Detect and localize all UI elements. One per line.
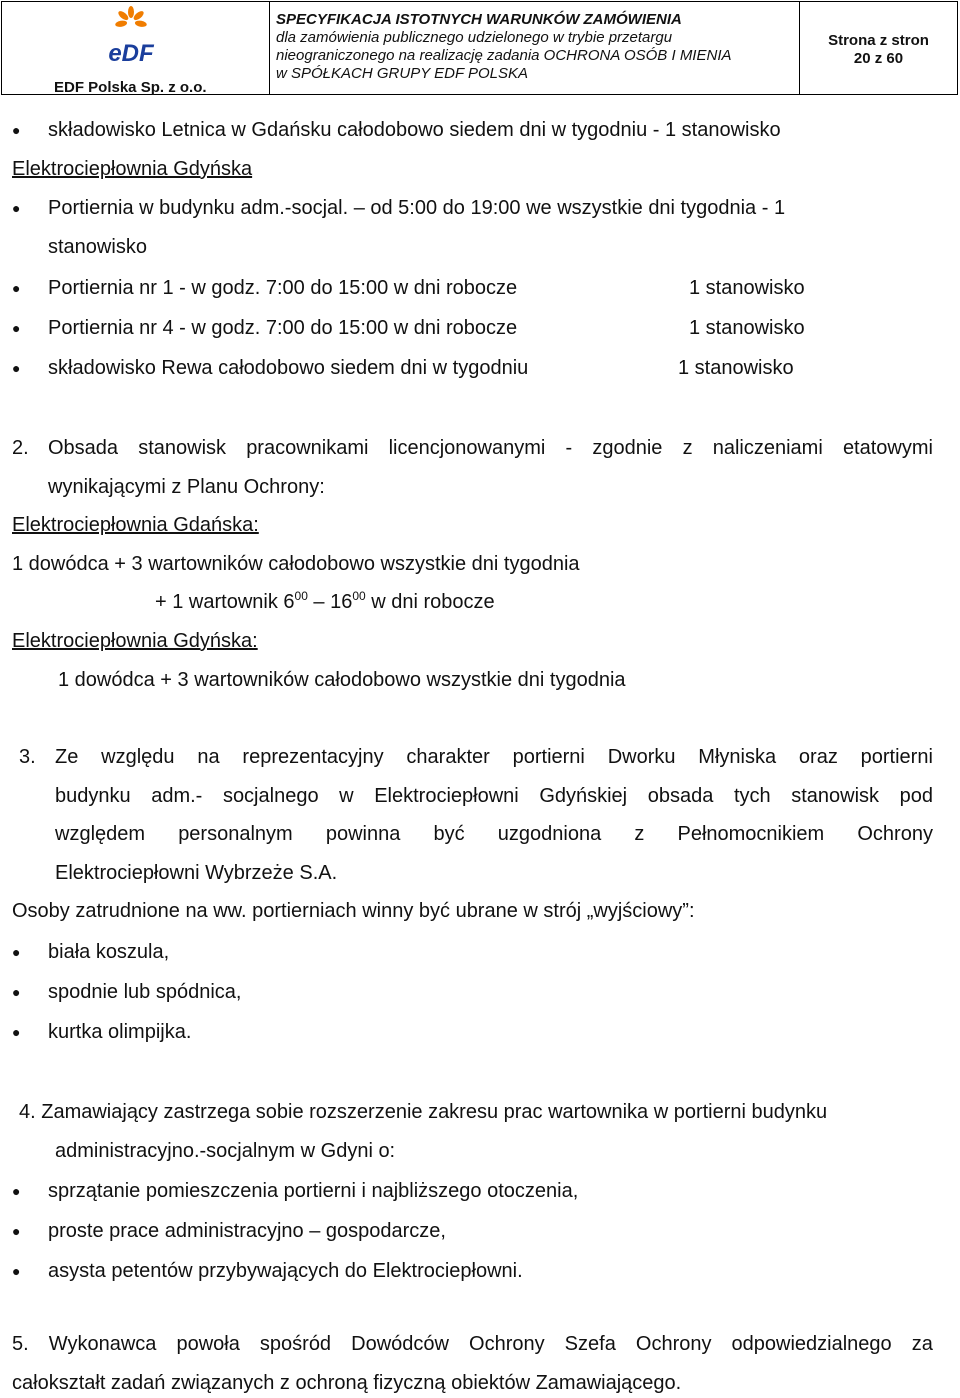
list-item: Portiernia nr 4 - w godz. 7:00 do 15:00 w dni robocze <box>48 317 518 339</box>
bullet-icon: ● <box>12 320 21 336</box>
list-item: Portiernia w budynku adm.-socjal. – od 5:00 do 19:00 we wszystkie dni tygodnia - 1 <box>48 197 786 219</box>
spec-subtitle-line: w SPÓŁKACH GRUPY EDF POLSKA <box>276 65 529 82</box>
staffing-line: 1 dowódca + 3 wartowników całodobowo wszystkie dni tygodnia <box>12 553 580 575</box>
staffing-line: + 1 wartownik $6^{00} - 16^{00}$ w dni robocze <box>155 589 495 613</box>
svg-text:eDF: eDF <box>108 40 154 64</box>
list-item: kurtka olimpijka. <box>48 1021 192 1043</box>
list-item: składowisko Rewa całodobowo siedem dni w tygodniu <box>48 357 529 379</box>
list-item: proste prace administracyjno – gospodarcze, <box>48 1220 446 1242</box>
paragraph-line: Osoby zatrudnione na ww. portierniach winny być ubrane w strój „wyjściowy”: <box>12 900 695 922</box>
spec-subtitle-line: dla zamówienia publicznego udzielonego w trybie przetargu <box>276 29 673 46</box>
list-item-count: 1 stanowisko <box>678 357 794 379</box>
paragraph-line: administracyjno.-socjalnym w Gdyni o: <box>55 1140 396 1162</box>
paragraph-line: całokształt zadań związanych z ochroną fizyczną obiektów Zamawiającego. <box>12 1372 682 1394</box>
bullet-icon: ● <box>12 1183 21 1199</box>
company-name: EDF Polska Sp. z o.o. <box>54 79 207 96</box>
list-item-count: 1 stanowisko <box>689 317 805 339</box>
document-header <box>1 1 958 95</box>
paragraph-number: 2. <box>12 437 29 459</box>
spec-subtitle-line: nieograniczonego na realizację zadania OCHRONA OSÓB I MIENIA <box>276 47 732 64</box>
page-number: 20 z 60 <box>853 50 904 67</box>
bullet-icon: ● <box>12 1263 21 1279</box>
logo-cell <box>2 2 270 94</box>
paragraph-line: 5. Wykonawca powoła spośród Dowódców Ochrony Szefa Ochrony odpowiedzialnego za <box>12 1333 933 1355</box>
spec-title-cell <box>270 2 800 94</box>
staffing-line: 1 dowódca + 3 wartowników całodobowo wszystkie dni tygodnia <box>58 669 626 691</box>
bullet-icon: ● <box>12 984 21 1000</box>
bullet-icon: ● <box>12 1223 21 1239</box>
section-heading: Elektrociepłownia Gdyńska: <box>12 630 258 652</box>
list-item: Portiernia nr 1 - w godz. 7:00 do 15:00 w dni robocze <box>48 277 518 299</box>
list-item: asysta petentów przybywających do Elektrociepłowni. <box>48 1260 523 1282</box>
page-label: Strona z stron <box>828 32 929 49</box>
bullet-icon: ● <box>12 944 21 960</box>
paragraph-line: względem personalnym powinna być uzgodniona z Pełnomocnikiem Ochrony <box>55 823 933 845</box>
paragraph-line: Obsada stanowisk pracownikami licencjonowanymi - zgodnie z naliczeniami etatowymi <box>48 437 933 459</box>
bullet-icon: ● <box>12 122 21 138</box>
page-info-cell <box>800 2 957 94</box>
bullet-icon: ● <box>12 360 21 376</box>
spec-title: SPECYFIKACJA ISTOTNYCH WARUNKÓW ZAMÓWIENIA <box>276 11 682 28</box>
edf-logo <box>100 6 162 64</box>
paragraph-number: 3. <box>19 746 36 768</box>
section-heading: Elektrociepłownia Gdańska: <box>12 514 259 536</box>
paragraph-line: wynikającymi z Planu Ochrony: <box>48 476 325 498</box>
list-item-count: 1 stanowisko <box>689 277 805 299</box>
bullet-icon: ● <box>12 200 21 216</box>
section-heading: Elektrociepłownia Gdyńska <box>12 158 253 180</box>
paragraph-line: Ze względu na reprezentacyjny charakter portierni Dworku Młyniska oraz portierni <box>55 746 933 768</box>
bullet-icon: ● <box>12 280 21 296</box>
list-item: składowisko Letnica w Gdańsku całodobowo siedem dni w tygodniu - 1 stanowisko <box>48 119 781 141</box>
list-item: biała koszula, <box>48 941 170 963</box>
paragraph-line: 4. Zamawiający zastrzega sobie rozszerzenie zakresu prac wartownika w portierni budynku <box>19 1101 828 1123</box>
list-item-continuation: stanowisko <box>48 236 147 258</box>
bullet-icon: ● <box>12 1024 21 1040</box>
paragraph-line: budynku adm.- socjalnego w Elektrociepłowni Gdyńskiej obsada tych stanowisk pod <box>55 785 933 807</box>
list-item: spodnie lub spódnica, <box>48 981 242 1003</box>
paragraph-line: Elektrociepłowni Wybrzeże S.A. <box>55 862 338 884</box>
list-item: sprzątanie pomieszczenia portierni i najbliższego otoczenia, <box>48 1180 579 1202</box>
